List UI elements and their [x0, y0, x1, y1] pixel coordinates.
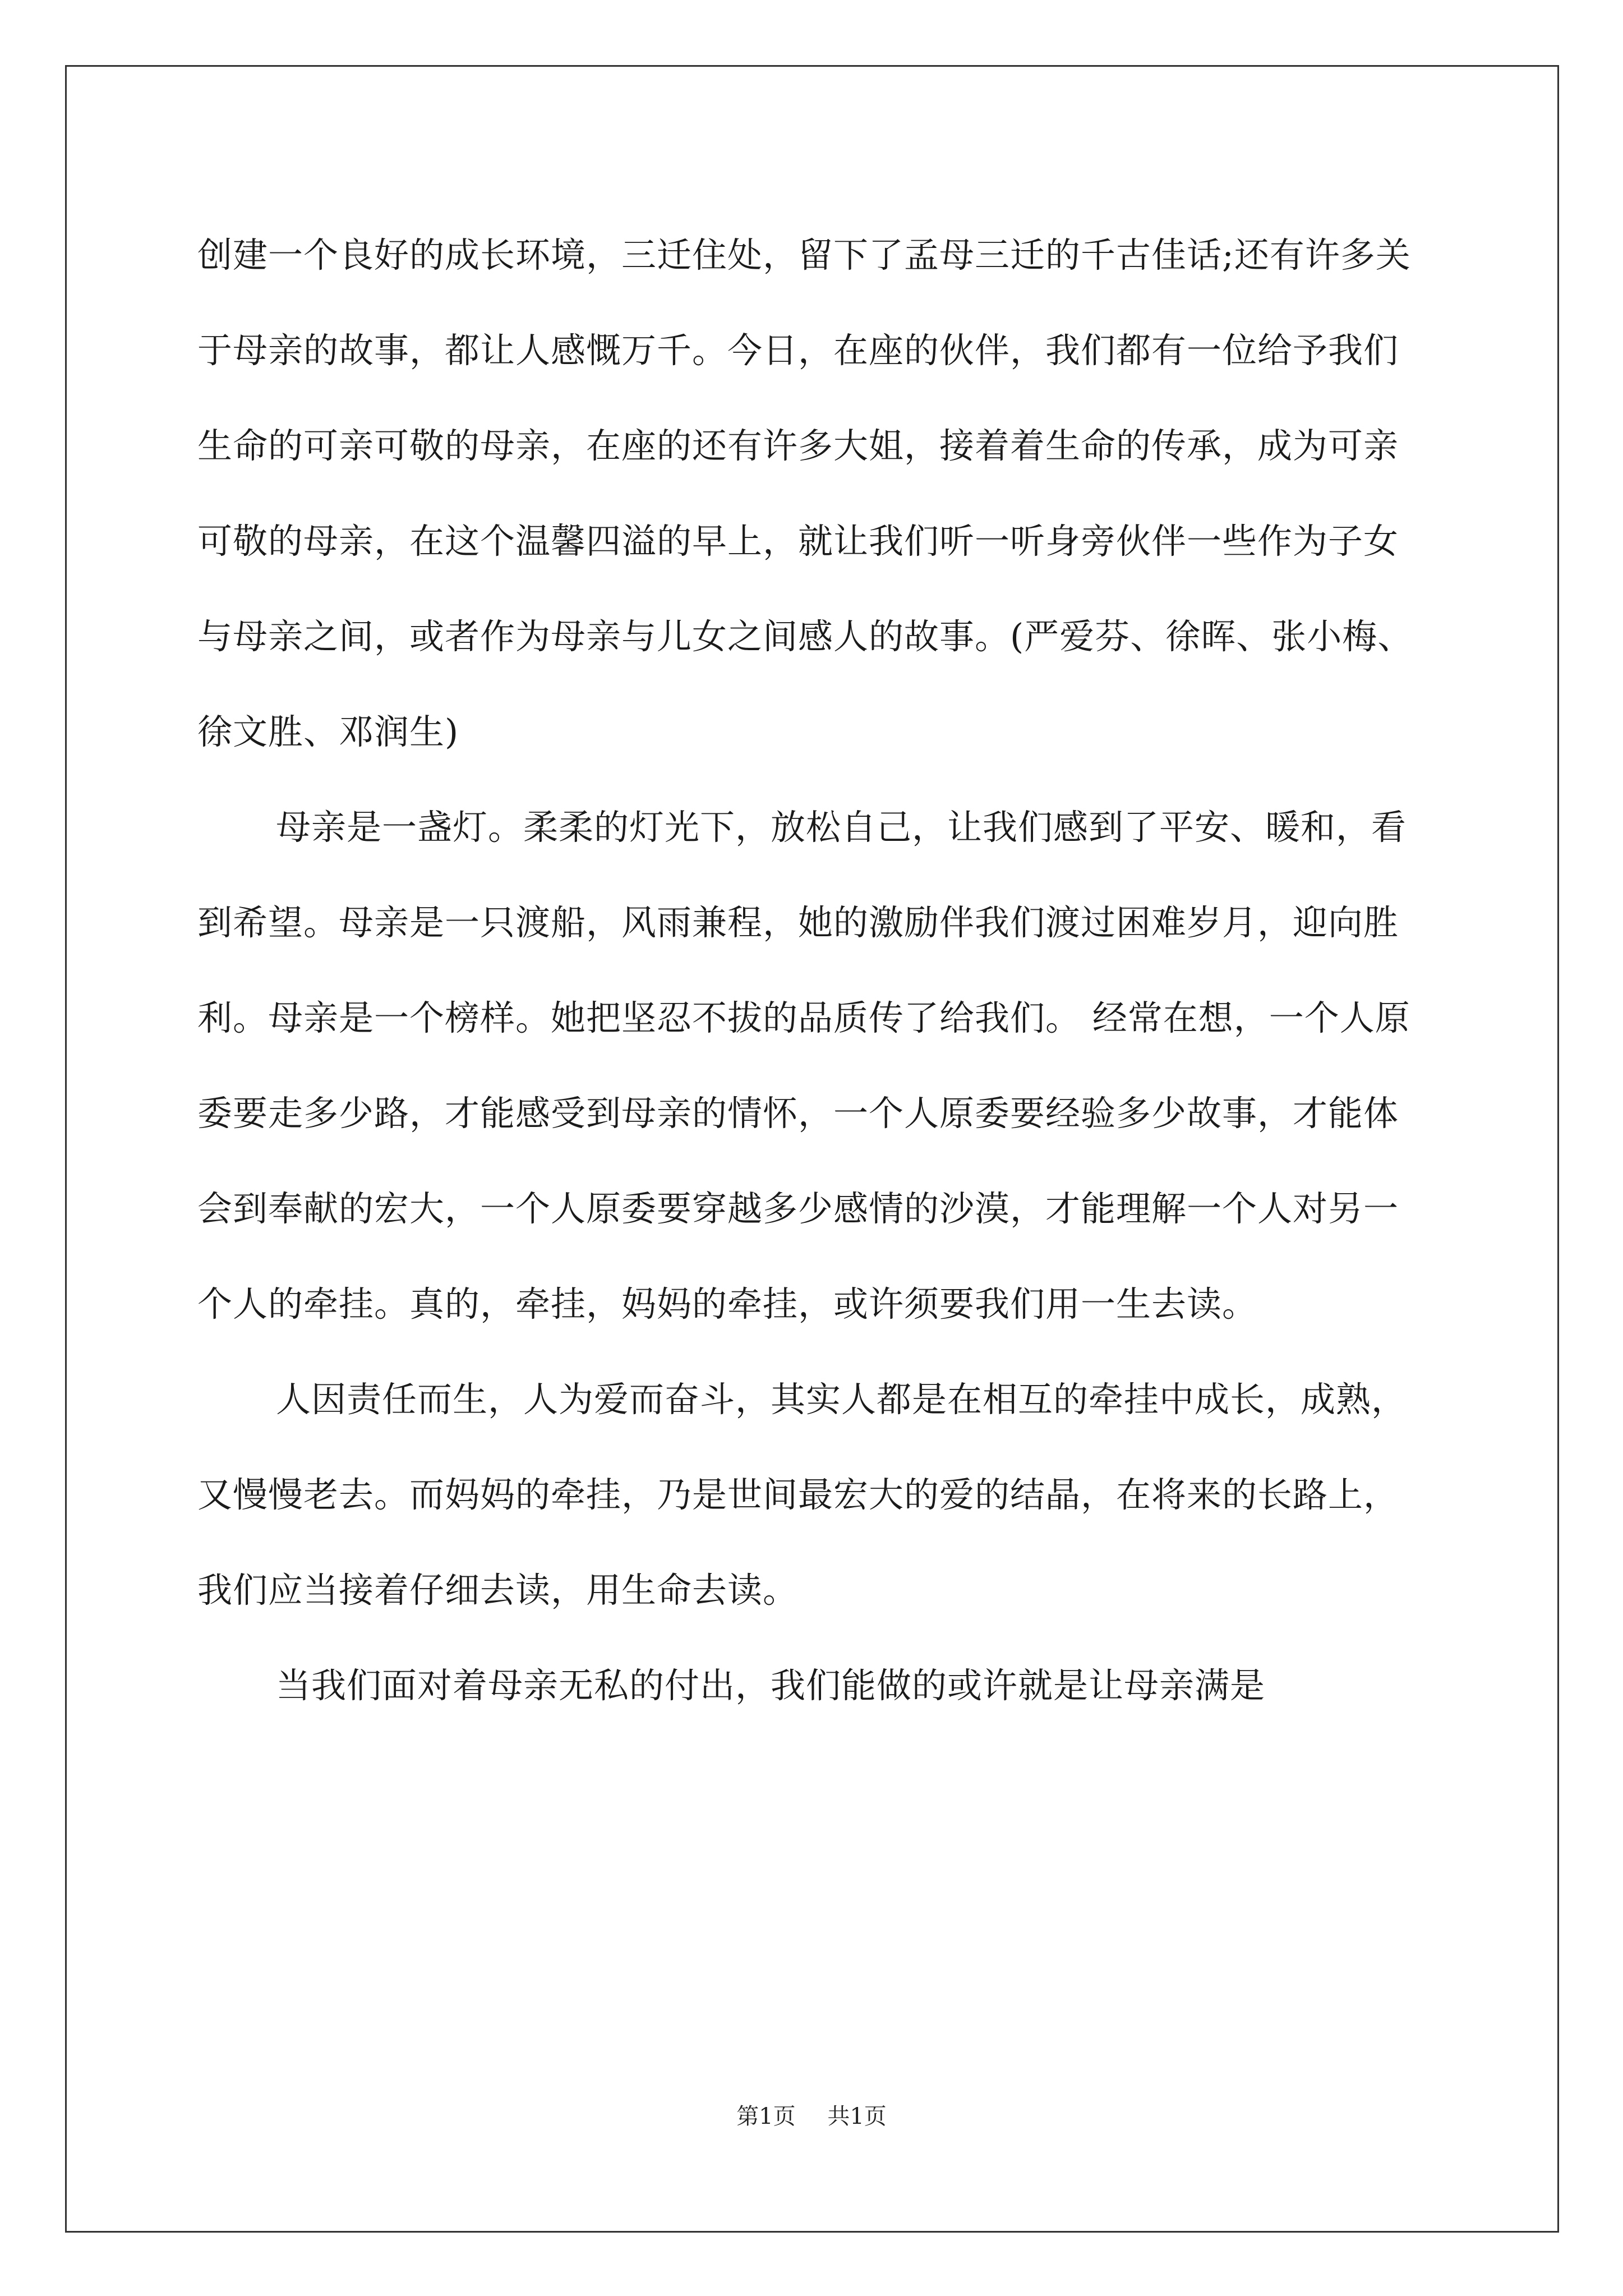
paragraph-2: 母亲是一盏灯。柔柔的灯光下，放松自己，让我们感到了平安、暖和，看到希望。母亲是一只渡船，风雨兼程，她的激励伴我们渡过困难岁月，迎向胜利。母亲是一个榜样。她把坚忍不拔的品质传了给我们。 经常在想，一个人原委要走多少路，才能感受到母亲的情怀，一个人原委要经验多少故事，才能体会到奉献的宏大，一个人原委要穿越多少感情的沙漠，才能理解一个人对另一个人的牵挂。真的，牵挂，妈妈的牵挂，或许须要我们用一生去读。: [197, 807, 1410, 1324]
page-number-current: 第1页: [736, 2104, 796, 2129]
paragraph-3: 人因责任而生，人为爱而奋斗，其实人都是在相互的牵挂中成长，成熟，又慢慢老去。而妈妈的牵挂，乃是世间最宏大的爱的结晶，在将来的长路上，我们应当接着仔细去读，用生命去读。: [197, 1379, 1407, 1611]
paragraph-4: 当我们面对着母亲无私的付出，我们能做的或许就是让母亲满是: [276, 1665, 1266, 1706]
page-footer: [0, 2102, 1623, 2131]
paragraph-1: 创建一个良好的成长环境，三迁住处，留下了孟母三迁的千古佳话;还有许多关于母亲的故事，都让人感慨万千。今日，在座的伙伴，我们都有一位给予我们生命的可亲可敬的母亲，在座的还有许多大姐，接着着生命的传承，成为可亲可敬的母亲，在这个温馨四溢的早上，就让我们听一听身旁伙伴一些作为子女与母亲之间，或者作为母亲与儿女之间感人的故事。(严爱芬、徐晖、张小梅、徐文胜、邓润生): [197, 234, 1413, 752]
document-body: [197, 208, 1431, 1733]
page-number-total: 共1页: [827, 2104, 887, 2129]
